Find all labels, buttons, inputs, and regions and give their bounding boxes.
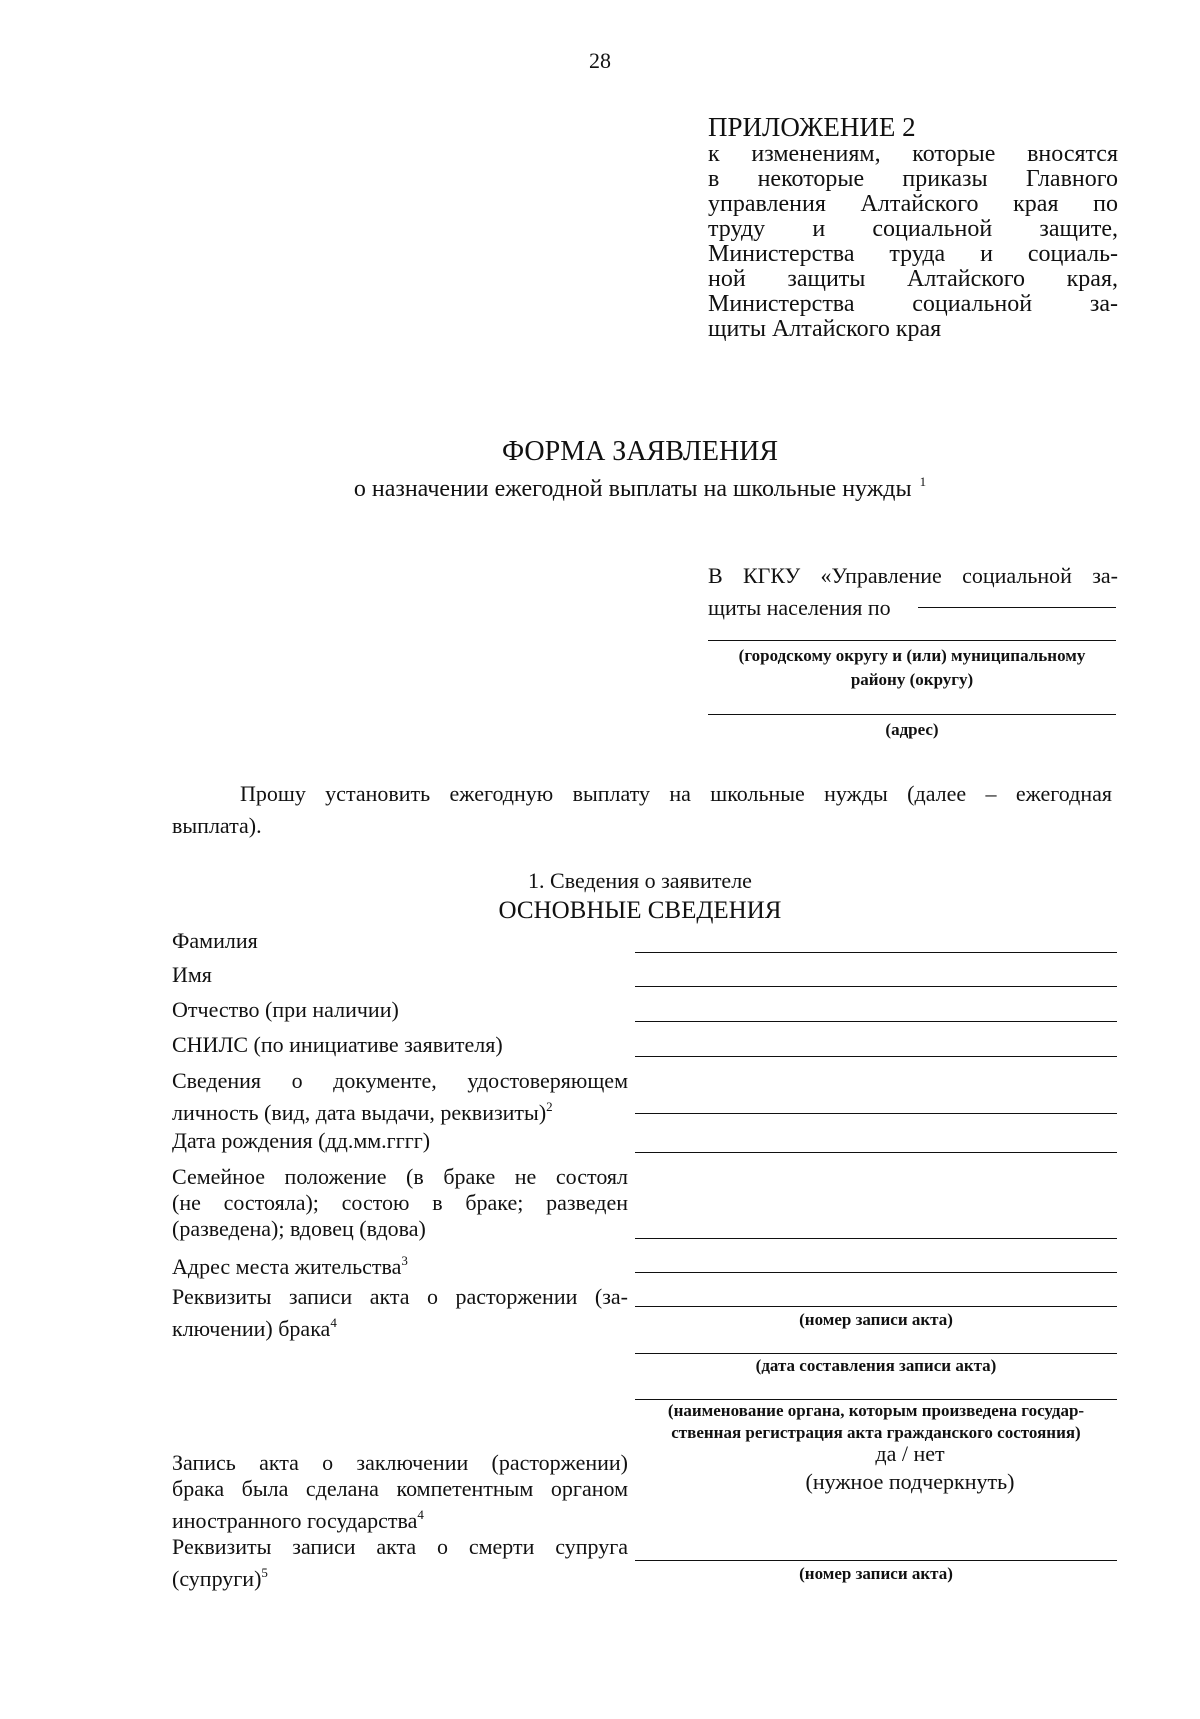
field-snils-label: СНИЛС (по инициативе заявителя): [172, 1032, 503, 1057]
appendix-line: управления Алтайского края по: [708, 191, 1118, 217]
appendix-line: Министерства труда и социаль-: [708, 241, 1118, 267]
request-line-1: Прошу установить ежегодную выплату на школьные нужды (далее – ежегодная: [240, 781, 1112, 806]
district-input-line-2[interactable]: [708, 640, 1116, 641]
foreign-line-2: брака была сделана компетентным органом: [172, 1476, 628, 1501]
foreign-line-3: иностранного государства: [172, 1508, 418, 1533]
act-number-caption: (номер записи акта): [799, 1310, 953, 1329]
id-document-line-1: Сведения о документе, удостоверяющем: [172, 1068, 628, 1093]
residence-text: Адрес места жительства: [172, 1254, 402, 1279]
field-foreign-record-label: [172, 1450, 628, 1534]
appendix-line: щиты Алтайского края: [708, 316, 942, 342]
divorce-line-2: ключении) брака: [172, 1316, 331, 1341]
field-name-label: Имя: [172, 962, 212, 987]
name-input-line[interactable]: [635, 986, 1117, 987]
birth-date-input-line[interactable]: [635, 1152, 1117, 1153]
field-patronymic-label: Отчество (при наличии): [172, 997, 399, 1022]
field-divorce-record-label: [172, 1284, 628, 1342]
authority-caption: [625, 1400, 1127, 1444]
footnote-mark: 2: [546, 1099, 553, 1114]
death-line-1: Реквизиты записи акта о смерти супруга: [172, 1534, 628, 1559]
act-number-caption-2: (номер записи акта): [799, 1564, 953, 1583]
patronymic-input-line[interactable]: [635, 1021, 1117, 1022]
authority-caption-line-2: ственная регистрация акта гражданского состояния): [671, 1423, 1081, 1442]
address-caption: (адрес): [885, 720, 939, 739]
appendix-line: ной защиты Алтайского края,: [708, 266, 1118, 292]
addressee-block: [708, 560, 1118, 624]
district-caption-line-2: району (округу): [850, 670, 974, 689]
marital-line-3: (разведена); вдовец (вдова): [172, 1216, 426, 1241]
death-number-input-line[interactable]: [635, 1560, 1117, 1561]
foreign-line-1: Запись акта о заключении (расторжении): [172, 1450, 628, 1475]
yes-no-choice[interactable]: да / нет: [875, 1441, 945, 1466]
section-subtitle: ОСНОВНЫЕ СВЕДЕНИЯ: [498, 897, 782, 924]
addressee-line-2: щиты населения по: [708, 595, 891, 620]
form-title: ФОРМА ЗАЯВЛЕНИЯ: [501, 436, 779, 467]
page-number: 28: [589, 48, 611, 73]
death-line-2: (супруги): [172, 1566, 262, 1591]
form-subtitle: [0, 467, 1200, 504]
marital-line-2: (не состояла); состою в браке; разведен: [172, 1190, 628, 1215]
address-input-line[interactable]: [708, 714, 1116, 715]
marital-line-1: Семейное положение (в браке не состоял: [172, 1164, 628, 1189]
footnote-mark: 3: [401, 1253, 408, 1268]
district-caption: [700, 644, 1124, 692]
snils-input-line[interactable]: [635, 1056, 1117, 1057]
field-death-record-label: [172, 1534, 628, 1592]
appendix-line: к изменениям, которые вносятся: [708, 141, 1118, 167]
footnote-mark: 4: [417, 1507, 424, 1522]
district-caption-line-1: (городскому округу и (или) муниципальному: [738, 646, 1086, 665]
footnote-mark: 1: [919, 474, 927, 489]
field-birth-date-label: Дата рождения (дд.мм.гггг): [172, 1128, 431, 1153]
appendix-line: Министерства социальной за-: [708, 291, 1118, 317]
field-id-document-label: [172, 1068, 628, 1126]
appendix-title: ПРИЛОЖЕНИЕ 2: [708, 112, 916, 142]
marital-status-input-line[interactable]: [635, 1238, 1117, 1239]
authority-caption-line-1: (наименование органа, которым произведена государ-: [667, 1401, 1085, 1420]
act-date-caption: (дата составления записи акта): [755, 1356, 997, 1375]
surname-input-line[interactable]: [635, 952, 1117, 953]
district-input-line[interactable]: [918, 607, 1116, 608]
section-title: 1. Сведения о заявителе: [528, 868, 752, 893]
underline-needed-note: (нужное подчеркнуть): [805, 1469, 1015, 1494]
addressee-line-1: В КГКУ «Управление социальной за-: [708, 563, 1118, 588]
field-surname-label: Фамилия: [172, 928, 258, 953]
divorce-line-1: Реквизиты записи акта о расторжении (за-: [172, 1284, 628, 1309]
request-line-2: выплата).: [172, 813, 262, 838]
footnote-mark: 4: [330, 1315, 337, 1330]
appendix-line: труду и социальной защите,: [708, 216, 1118, 242]
form-subtitle-text: о назначении ежегодной выплаты на школьные нужды: [353, 476, 912, 502]
id-document-input-line[interactable]: [635, 1113, 1117, 1114]
appendix-line: в некоторые приказы Главного: [708, 166, 1118, 192]
request-paragraph: [172, 778, 1112, 842]
footnote-mark: 5: [261, 1565, 268, 1580]
divorce-number-input-line[interactable]: [635, 1306, 1117, 1307]
field-residence-label: [172, 1248, 628, 1280]
appendix-block: [708, 112, 1118, 342]
id-document-line-2: личность (вид, дата выдачи, реквизиты): [172, 1100, 547, 1125]
field-marital-status-label: [172, 1164, 628, 1242]
residence-input-line[interactable]: [635, 1272, 1117, 1273]
